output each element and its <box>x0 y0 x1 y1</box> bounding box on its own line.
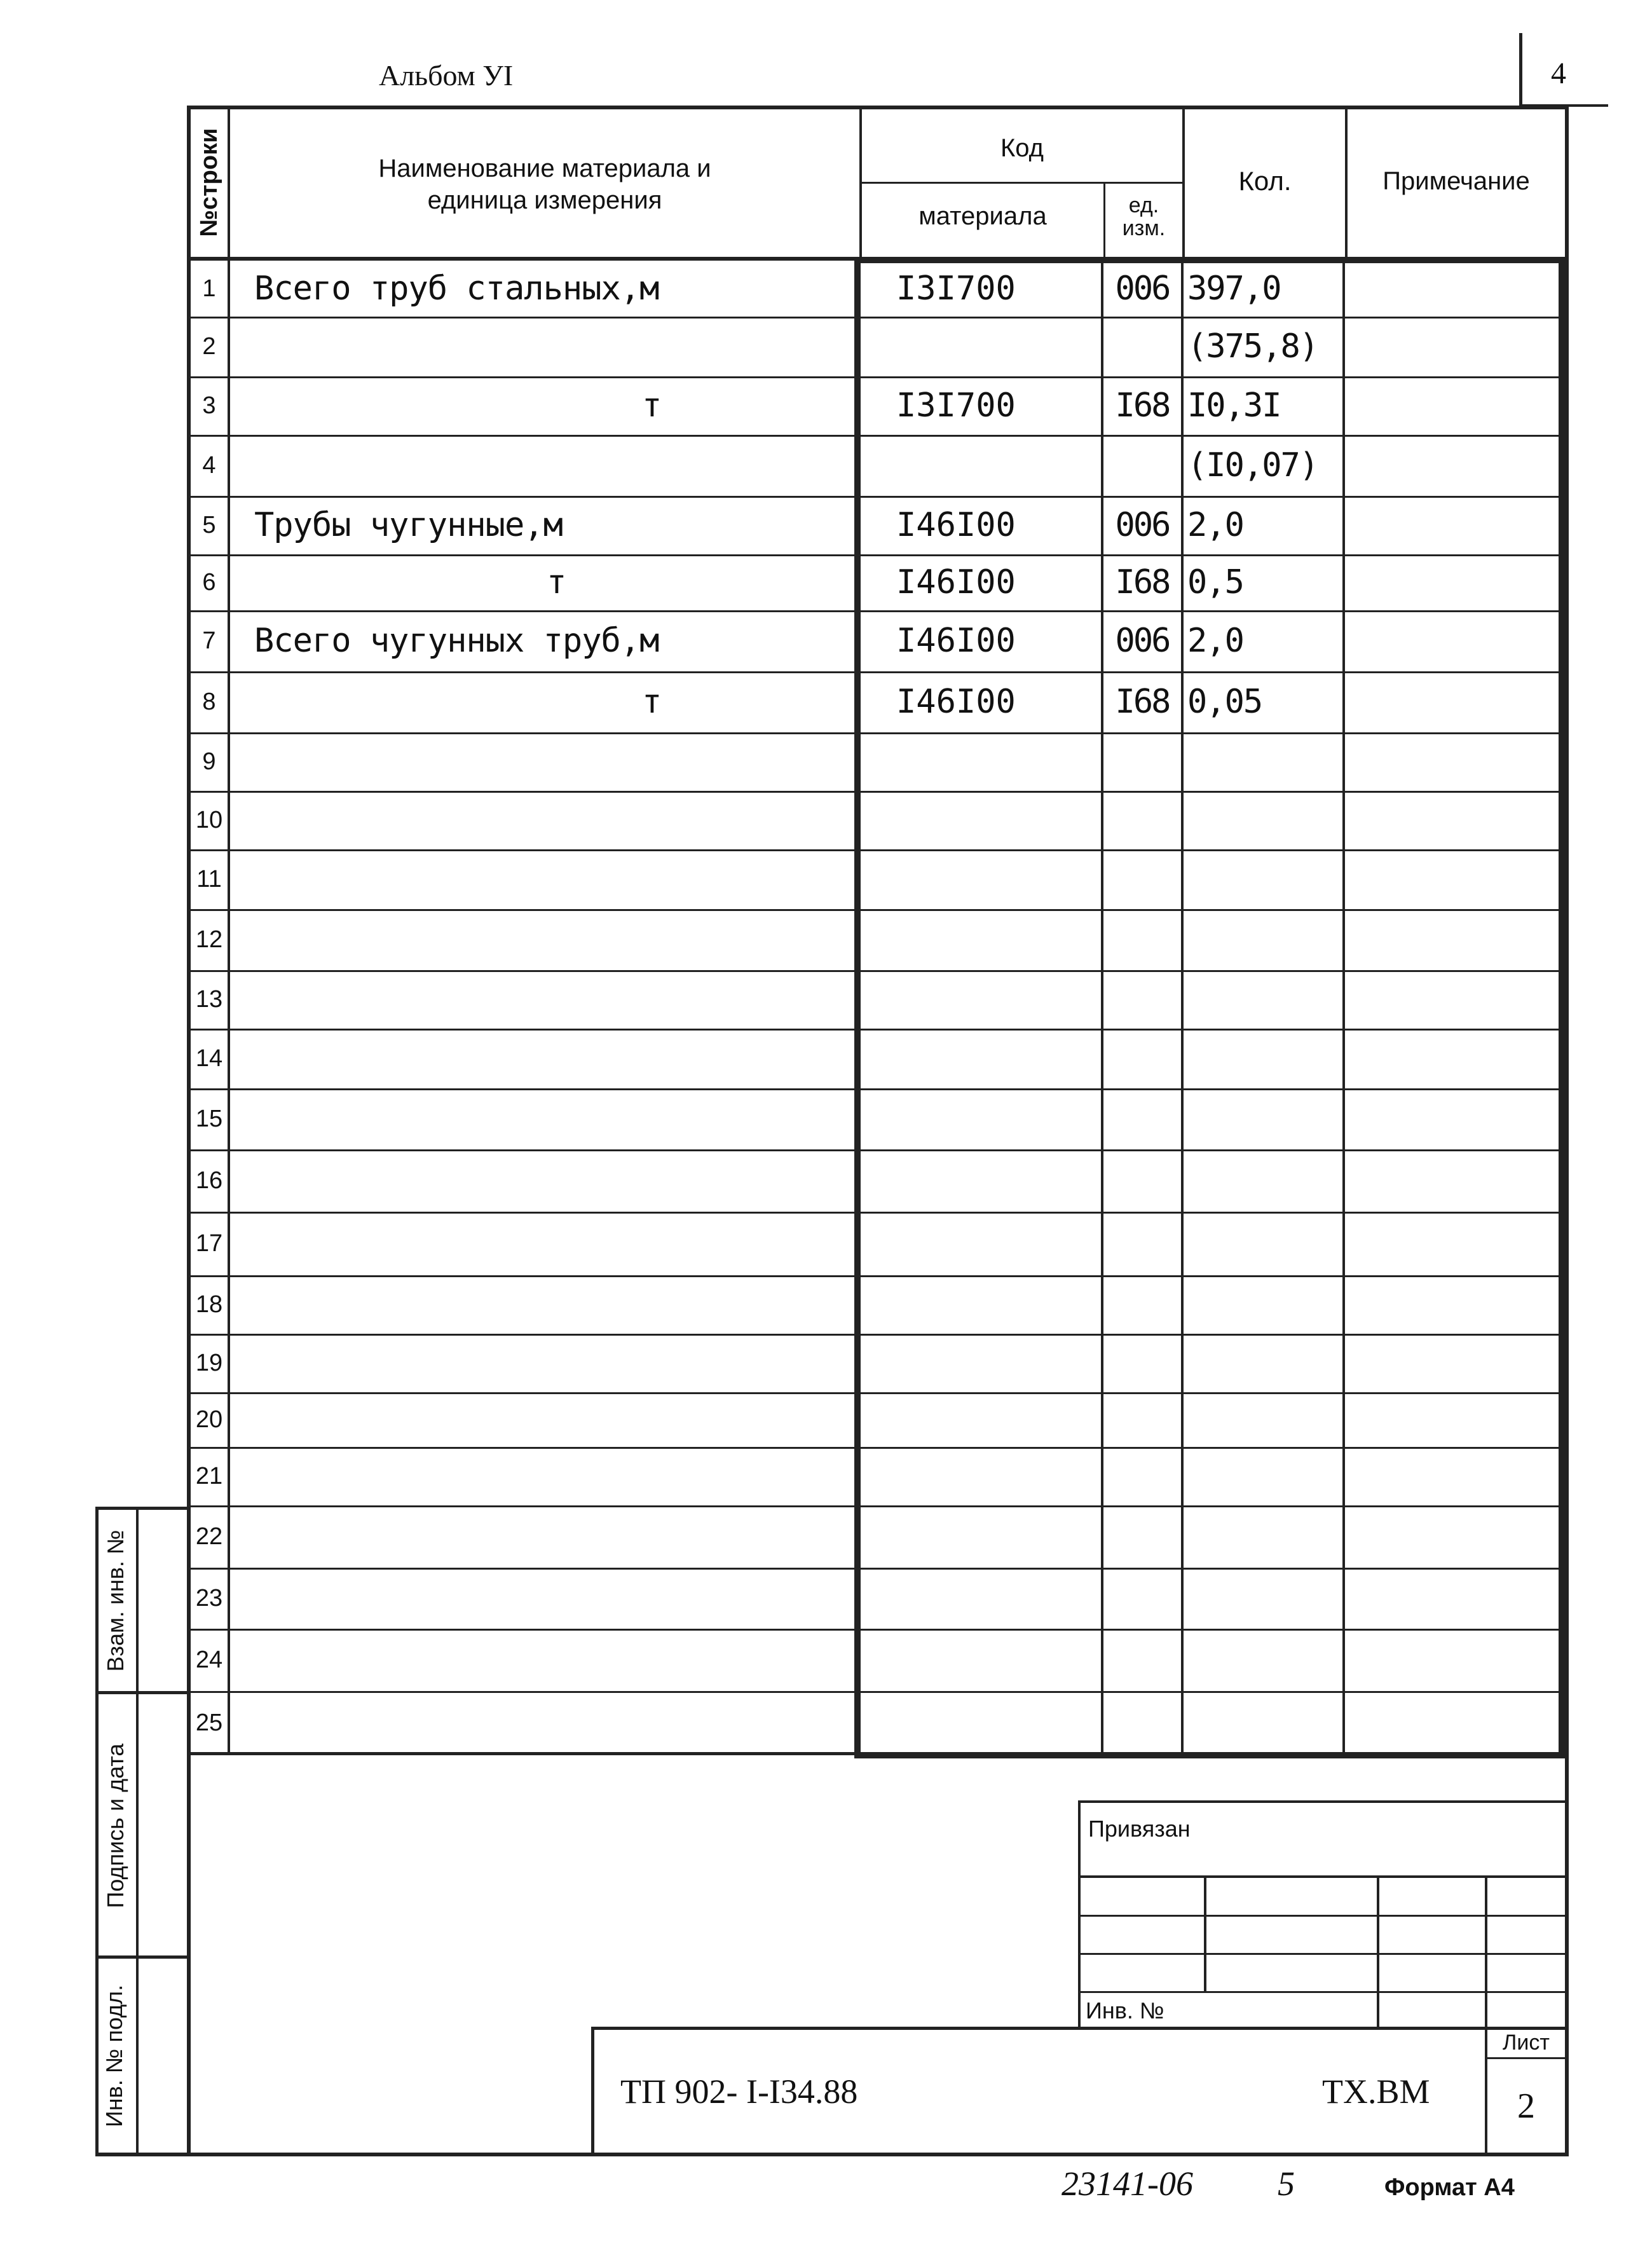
row-number: 20 <box>195 1406 223 1433</box>
row-rule <box>191 1029 1562 1031</box>
row-code: I46I00 <box>896 506 1016 544</box>
stamp-div1 <box>95 1691 191 1694</box>
row-number: 1 <box>202 275 216 302</box>
row-rule <box>191 1088 1562 1090</box>
footer-format: Формат А4 <box>1384 2174 1515 2201</box>
body-border-right <box>1559 257 1565 1758</box>
row-qty: (I0,07) <box>1187 446 1318 484</box>
row-number: 2 <box>202 332 216 360</box>
stamp-mid <box>136 1508 139 2156</box>
row-number: 25 <box>195 1709 223 1736</box>
row-number: 24 <box>195 1646 223 1673</box>
frame-bottom <box>95 2153 1569 2156</box>
header-unit: ед. изм. <box>1122 193 1166 240</box>
body-border-bottom <box>854 1752 1565 1758</box>
frame-top <box>187 106 1567 109</box>
page-number: 4 <box>1551 57 1566 90</box>
tb-privyazan-label: Привязан <box>1088 1816 1191 1842</box>
header-row-no: №строки <box>195 128 222 237</box>
tb-h2 <box>1078 1915 1567 1917</box>
row-qty: 397,0 <box>1187 270 1281 308</box>
tb-inv-label: Инв. № <box>1086 1997 1164 2024</box>
row-code: I3I700 <box>896 387 1016 425</box>
row-name: т <box>642 387 662 425</box>
row-rule <box>191 732 1562 734</box>
tb-h3 <box>1078 1953 1567 1955</box>
row-number: 4 <box>202 451 216 479</box>
tb-main-left <box>591 2027 594 2156</box>
row-unit <box>1105 435 1180 496</box>
stamp-vzam: Взам. инв. № <box>102 1530 128 1672</box>
code-subdivider <box>859 182 1184 184</box>
row-code: I46I00 <box>896 683 1016 721</box>
tb-sheet-no: 2 <box>1517 2086 1535 2126</box>
row-qty: 2,0 <box>1187 506 1243 544</box>
row-name: Всего чугунных труб,м <box>254 622 659 660</box>
row-number: 11 <box>196 865 222 893</box>
row-number: 14 <box>195 1044 223 1072</box>
row-number: 13 <box>195 985 223 1013</box>
row-name: Трубы чугунные,м <box>254 506 563 544</box>
row-number: 5 <box>202 511 216 538</box>
row-name <box>254 317 826 376</box>
tb-h1 <box>1078 1875 1567 1878</box>
row-rule <box>191 791 1562 793</box>
row-unit: 006 <box>1115 506 1170 544</box>
row-qty: 2,0 <box>1187 622 1243 660</box>
row-rule <box>191 1505 1562 1507</box>
row-number: 12 <box>195 926 223 953</box>
row-name: т <box>642 683 662 721</box>
row-rule <box>191 1691 1562 1693</box>
row-unit <box>1105 317 1180 376</box>
body-border-left <box>854 257 861 1758</box>
tb-designation: ТП 902- I-I34.88 <box>620 2072 858 2111</box>
row-rule <box>191 1212 1562 1214</box>
row-qty: I0,3I <box>1187 387 1281 425</box>
row-unit: I68 <box>1115 683 1170 721</box>
row-name <box>254 435 826 496</box>
row-number: 23 <box>195 1584 223 1612</box>
row-unit: I68 <box>1115 387 1170 425</box>
row-name: т <box>547 563 566 601</box>
row-qty: (375,8) <box>1187 327 1318 366</box>
row-rule <box>191 909 1562 911</box>
tb-v2 <box>1377 1875 1379 2029</box>
col-line-qty <box>1181 261 1184 1755</box>
row-rule <box>191 849 1562 851</box>
row-number: 8 <box>202 688 216 715</box>
row-code: I3I700 <box>896 270 1016 308</box>
header-qty: Кол. <box>1238 166 1292 196</box>
row-code: I46I00 <box>896 622 1016 660</box>
header-material: материала <box>918 202 1047 230</box>
tb-sheet-label: Лист <box>1503 2030 1550 2055</box>
row-rule <box>191 1334 1562 1336</box>
row-number: 10 <box>195 806 223 833</box>
row-number: 21 <box>195 1462 223 1490</box>
row-number: 18 <box>195 1291 223 1318</box>
row-code: I46I00 <box>896 563 1016 601</box>
stamp-div2 <box>95 1955 191 1959</box>
row-number: 19 <box>195 1349 223 1376</box>
row-code <box>896 317 1087 376</box>
header-code: Код <box>1000 134 1044 162</box>
footer-handwritten-num: 5 <box>1278 2165 1295 2203</box>
header-name: Наименование материала и единица измерения <box>378 154 711 214</box>
header-note: Примечание <box>1382 167 1530 195</box>
row-number: 22 <box>195 1523 223 1550</box>
row-rule <box>191 1392 1562 1394</box>
col-line-unit <box>1101 261 1103 1755</box>
tb-v1 <box>1204 1875 1206 1992</box>
row-number: 17 <box>195 1229 223 1257</box>
stamp-inv-podl: Инв. № подл. <box>101 1984 127 2128</box>
col-line-note <box>1342 261 1345 1755</box>
row-rule <box>191 1447 1562 1449</box>
row-number: 9 <box>202 748 216 775</box>
row-rule <box>191 1629 1562 1631</box>
page-number-divider <box>1519 33 1522 108</box>
tb-code: ТХ.ВМ <box>1322 2072 1430 2111</box>
name-col-bottom <box>187 1752 861 1755</box>
footer-handwritten: 23141-06 <box>1062 2165 1193 2203</box>
row-name: Всего труб стальных,м <box>254 270 659 308</box>
row-code <box>896 435 1087 496</box>
stamp-top <box>95 1507 191 1510</box>
row-rule <box>191 1275 1562 1277</box>
album-title: Альбом УI <box>379 59 514 92</box>
row-number: 16 <box>195 1167 223 1194</box>
row-rule <box>191 1568 1562 1570</box>
tb-sheet-div <box>1485 2057 1567 2059</box>
row-unit: 006 <box>1115 270 1170 308</box>
row-number: 6 <box>202 568 216 596</box>
row-rule <box>191 970 1562 972</box>
row-unit: I68 <box>1115 563 1170 601</box>
row-rule <box>191 1149 1562 1151</box>
frame-right <box>1565 106 1569 2156</box>
row-qty: 0,5 <box>1187 563 1243 601</box>
row-qty: 0,05 <box>1187 683 1262 721</box>
row-unit: 006 <box>1115 622 1170 660</box>
tb-main-top <box>591 2027 1567 2030</box>
row-number: 7 <box>202 627 216 654</box>
stamp-podpis: Подпись и дата <box>102 1743 128 1908</box>
row-number: 3 <box>202 392 216 419</box>
row-number: 15 <box>195 1105 223 1132</box>
tb-privyazan-top <box>1078 1800 1567 1803</box>
